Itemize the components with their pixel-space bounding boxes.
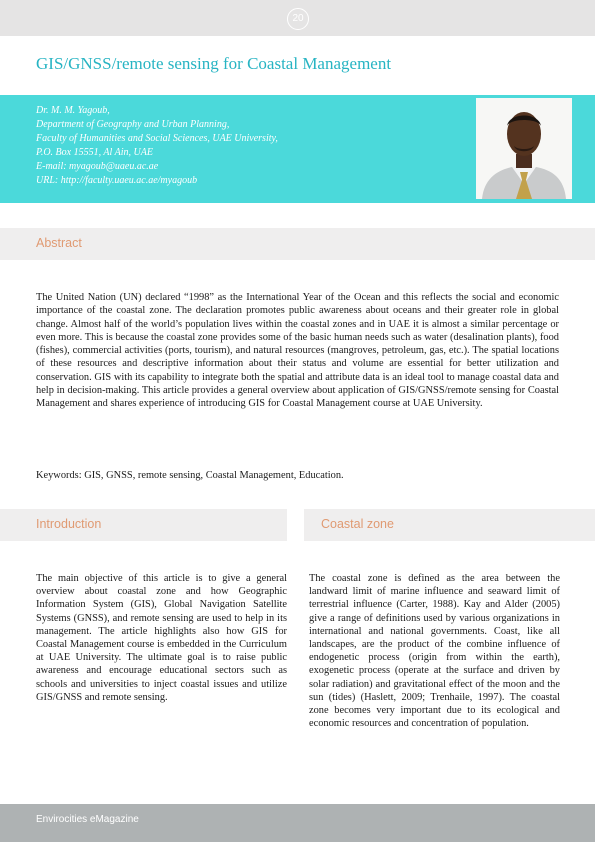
coastal-zone-body: The coastal zone is defined as the area between the landward limit of marine influence and seaward limit of terrestrial influence (Carter, 1988). Kay and Alder (2005) give a range of definitions used by various organizations in international and national governments. Coast, like all landscapes, are the product of the combine influence of endogenetic process (origin from within the earth), exogenetic process (operate at the surface and driven by solar radiation) and gravitational effect of the moon and the sun (tides) (Haslett, 2009; Trenhaile, 1997). The coastal zone becomes very important due to its ecological and economic resources and concentration of population. xyxy=(309,573,560,730)
abstract-heading-band xyxy=(0,228,595,260)
article-title: GIS/GNSS/remote sensing for Coastal Management xyxy=(36,54,392,73)
author-portrait-image xyxy=(476,98,572,199)
author-photo xyxy=(476,98,572,199)
coastal-zone-heading: Coastal zone xyxy=(321,517,394,531)
author-department: Department of Geography and Urban Planning, xyxy=(36,119,230,130)
introduction-body: The main objective of this article is to give a general overview about coastal zone and how Geographic Information System (GIS), Global Navigation Satellite Systems (GNSS), and remote sensing are used to help in its management. The article highlights also how GIS for Coastal Management course is embedded in the Curriculum at UAE University. The ultimate goal is to raise public awareness and encourage educational sectors such as schools and universities to inject coastal issues and utilize GIS/GNSS and remote sensing. xyxy=(36,573,287,703)
author-address: P.O. Box 15551, Al Ain, UAE xyxy=(36,147,153,158)
footer-band xyxy=(0,804,595,842)
introduction-heading: Introduction xyxy=(36,517,102,531)
coastal-zone-heading-band xyxy=(304,509,595,541)
author-url: URL: http://faculty.uaeu.ac.ae/myagoub xyxy=(36,175,198,186)
introduction-heading-band xyxy=(0,509,287,541)
author-faculty: Faculty of Humanities and Social Sciences, UAE University, xyxy=(36,133,278,144)
abstract-body: The United Nation (UN) declared “1998” as the International Year of the Ocean and this reflects the social and economic importance of the coastal zone. The declaration promotes public awareness about oceans and their greater role in global change. Almost half of the world’s population lives within the coastal zones and in UAE it is almost a similar percentage or even more. This is because the coastal zone provides some of the basic human needs such as water (desalination plants), food (fishes), commercial activities (ports, tourism), and natural resources (mangroves, petroleum, gas, etc.). The spatial locations of these resources and descriptive information about their status and volume are essential for better utilization and conservation. GIS with its capability to integrate both the spatial and attribute data is an ideal tool to manage coastal data and help in decision-making. This article provides a general overview about application of GIS/GNSS/remote sensing for Coastal Management and shares experience of introducing GIS for Coastal Management course at UAE University. xyxy=(36,292,559,410)
top-header-band xyxy=(0,0,595,36)
author-email: E-mail: myagoub@uaeu.ac.ae xyxy=(36,161,159,172)
page-number-badge: 20 xyxy=(287,8,309,30)
author-details xyxy=(36,104,278,188)
keywords-line: Keywords: GIS, GNSS, remote sensing, Coastal Management, Education. xyxy=(36,470,344,481)
author-name: Dr. M. M. Yagoub, xyxy=(36,105,110,116)
magazine-name: Envirocities eMagazine xyxy=(36,814,139,825)
author-info-panel xyxy=(0,95,595,203)
abstract-heading: Abstract xyxy=(36,236,82,250)
